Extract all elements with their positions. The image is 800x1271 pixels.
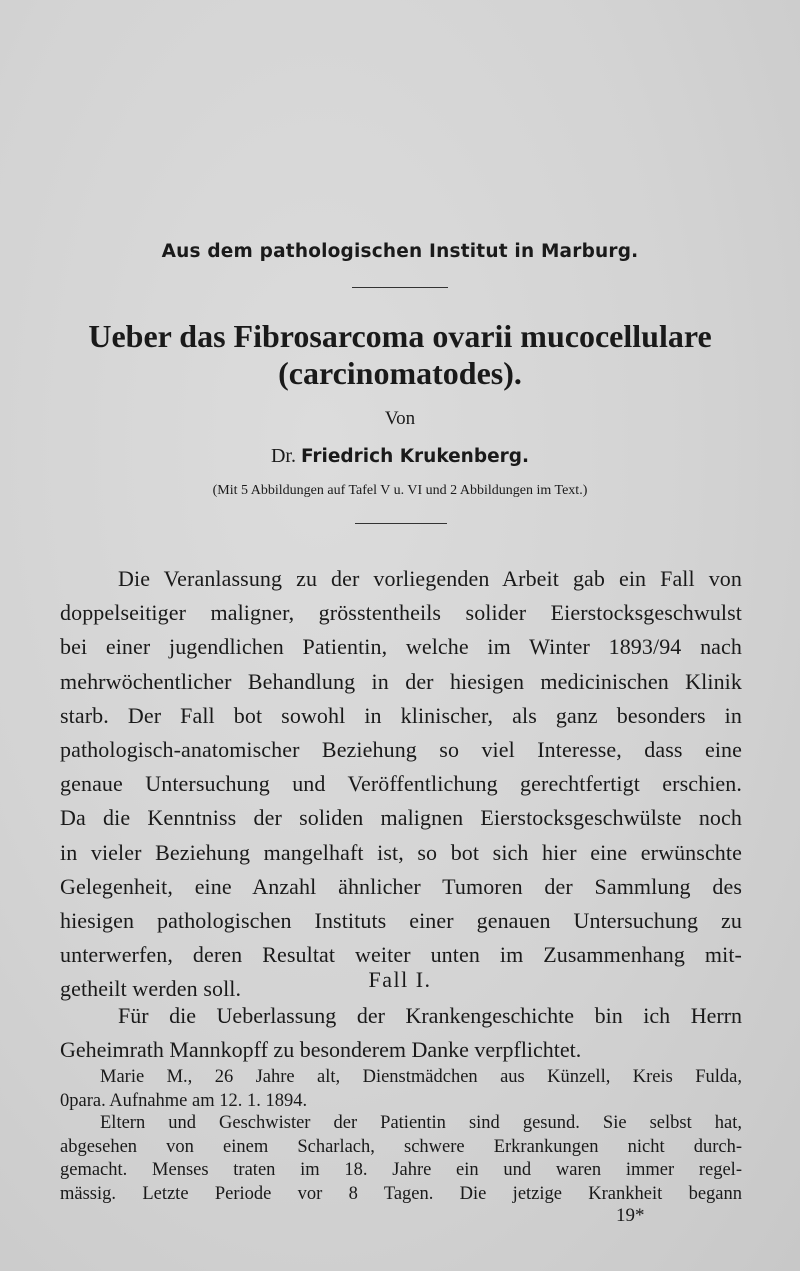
intro-paragraph: [60, 562, 742, 1006]
paragraph-line: doppelseitiger maligner, grösstentheils solider Eierstocksgeschwulst: [60, 600, 742, 626]
patient-info-line: 0para. Aufnahme am 12. 1. 1894.: [60, 1090, 308, 1111]
paragraph-line: Gelegenheit, eine Anzahl ähnlicher Tumoren der Sammlung des: [60, 873, 742, 899]
article-title: [0, 318, 800, 392]
paragraph-line: genaue Untersuchung und Veröffentlichung gerechtfertigt erschien.: [60, 771, 742, 797]
article-title-line-1: Ueber das Fibrosarcoma ovarii mucocellulare: [88, 318, 712, 354]
paragraph-line: pathologisch-anatomischer Beziehung so viel Interesse, dass eine: [60, 736, 742, 762]
patient-history: [60, 1112, 742, 1206]
paragraph-line: Da die Kenntniss der soliden malignen Eierstocksgeschwülste noch: [60, 805, 742, 831]
byline-von: Von: [384, 408, 416, 429]
heading-divider: [352, 287, 448, 288]
history-line: Eltern und Geschwister der Patientin sind gesund. Sie selbst hat,: [100, 1113, 742, 1133]
history-line: abgesehen von einem Scharlach, schwere Erkrankungen nicht durch-: [60, 1136, 742, 1157]
case-heading: Fall I.: [368, 967, 432, 992]
bleed-through-text: [60, 0, 800, 23]
institute-heading: Aus dem pathologischen Institut in Marburg.: [161, 241, 639, 262]
acknowledgement-line: Geheimrath Mannkopff zu besonderem Danke verpflichtet.: [60, 1037, 582, 1063]
patient-info-line: Marie M., 26 Jahre alt, Dienstmädchen aus Künzell, Kreis Fulda,: [100, 1067, 742, 1087]
author-line: [0, 445, 800, 468]
page-number: 19*: [616, 1205, 645, 1226]
acknowledgement: [60, 1000, 742, 1068]
plates-note: (Mit 5 Abbildungen auf Tafel V u. VI und 2 Abbildungen im Text.): [212, 483, 588, 498]
patient-info: [60, 1066, 742, 1113]
paragraph-line: getheilt werden soll.: [60, 976, 242, 1002]
paragraph-line: starb. Der Fall bot sowohl in klinischer, als ganz besonders in: [60, 702, 742, 728]
history-line: mässig. Letzte Periode vor 8 Tagen. Die jetzige Krankheit begann: [60, 1183, 742, 1204]
paragraph-line: hiesigen pathologischen Instituts einer genauen Untersuchung zu: [60, 907, 742, 933]
author-name: Friedrich Krukenberg.: [300, 446, 530, 467]
article-title-line-2: (carcinomatodes).: [278, 355, 522, 391]
history-line: gemacht. Menses traten im 18. Jahre ein und waren immer regel-: [60, 1160, 742, 1180]
paragraph-line: in vieler Beziehung mangelhaft ist, so bot sich hier eine erwünschte: [60, 839, 742, 865]
paragraph-line: unterwerfen, deren Resultat weiter unten im Zusammenhang mit-: [60, 942, 742, 968]
section-divider: [355, 523, 447, 524]
author-prefix: Dr.: [270, 445, 296, 467]
paragraph-line: Die Veranlassung zu der vorliegenden Arbeit gab ein Fall von: [118, 566, 742, 591]
acknowledgement-line: Für die Ueberlassung der Krankengeschichte bin ich Herrn: [118, 1003, 742, 1028]
paragraph-line: mehrwöchentlicher Behandlung in der hiesigen medicinischen Klinik: [60, 668, 742, 694]
paragraph-line: bei einer jugendlichen Patientin, welche im Winter 1893/94 nach: [60, 634, 742, 660]
